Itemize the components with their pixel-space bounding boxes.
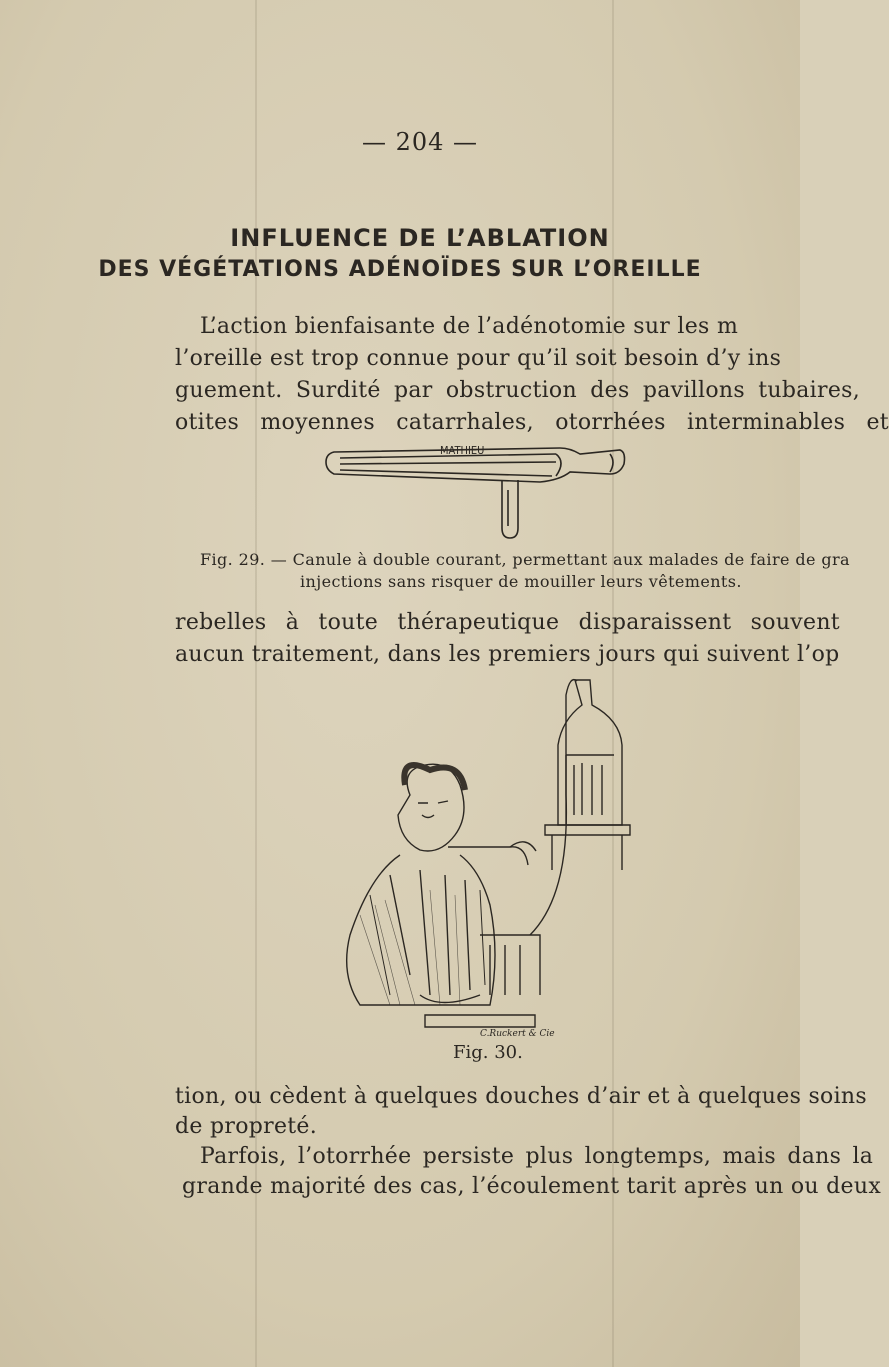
maker-mark: MATHIEU [440,444,485,457]
text-line: grande majorité des cas, l’écoulement tarit après un ou deux [182,1174,882,1199]
page-number: — 204 — [361,128,479,156]
text-line: rebelles à toute thérapeutique disparaissent souvent [175,610,840,635]
text-line: l’oreille est trop connue pour qu’il soit besoin d’y ins [175,346,782,371]
chapter-title: INFLUENCE DE L’ABLATION [230,224,610,252]
engraver-signature: C.Ruckert & Cie [480,1029,555,1039]
text-line: guement. Surdité par obstruction des pavillons tubaires, [175,378,861,403]
text-line: tion, ou cèdent à quelques douches d’air et à quelques soins [175,1084,867,1109]
cannula-illustration [320,440,630,545]
figure-caption: Fig. 29. — Canule à double courant, permettant aux malades de faire de gra [200,550,850,569]
text-line: otites moyennes catarrhales, otorrhées interminables et [175,410,889,435]
patient-irrigation-illustration [330,675,640,1039]
text-line: Parfois, l’otorrhée persiste plus longtemps, mais dans la [200,1144,874,1169]
figure-caption: injections sans risquer de mouiller leurs vêtements. [300,572,742,591]
text-line: L’action bienfaisante de l’adénotomie sur les m [200,314,739,339]
text-line: aucun traitement, dans les premiers jours qui suivent l’op [175,642,840,667]
text-line: de propreté. [175,1114,318,1139]
chapter-subtitle: DES VÉGÉTATIONS ADÉNOÏDES SUR L’OREILLE [98,257,702,282]
figure-caption: Fig. 30. [453,1042,523,1063]
